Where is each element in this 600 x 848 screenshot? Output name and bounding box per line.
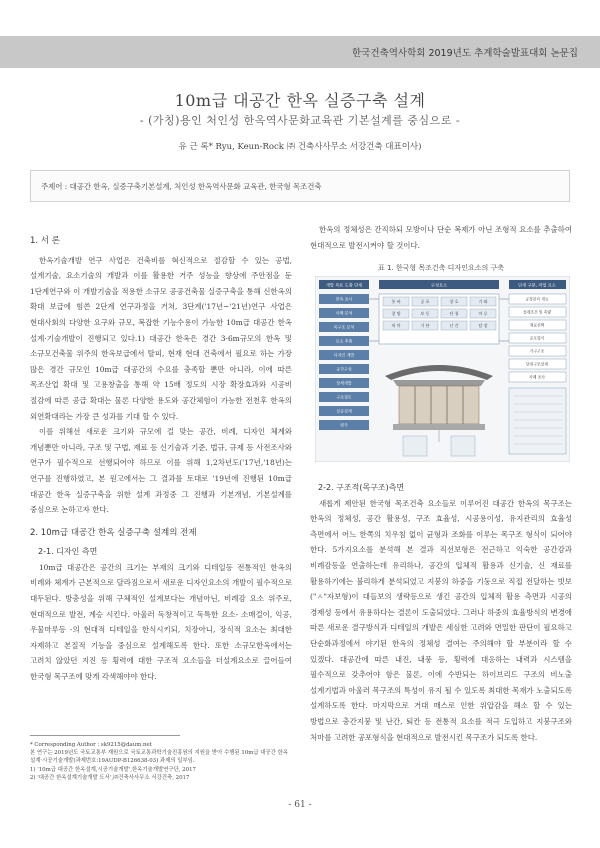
right-step: 공포형식 [529,335,545,341]
component-cell: 담 장 [478,323,488,328]
footnote-divider [30,735,180,736]
component-cell: 처 마 [391,323,401,328]
left-step: 사례 분석 [335,310,353,316]
mid-header-label: 구성요소 [430,282,448,288]
left-step: 상세개발 [336,380,352,386]
left-step: 목구조 분석 [333,324,355,330]
component-grid [379,294,499,344]
right-step: 가구구조 [529,348,545,354]
section-1-paragraph-1: 한옥기술개발 연구 사업은 건축비를 혁신적으로 절감할 수 있는 공법, 설계기술, 요소기술의 개발과 이를 활용한 거주 성능을 향상에 주안점을 둔 1단계연구와 이 개발기술을 적용한 소규모 공공건축물 실증구축을 통해 신한옥의 확대 보급에 힘쓴 2단계 연구과정을 거쳐, 3단계('17년~'21년)연구 사업은 현대사회의 다양한 요구와 규모, 복잡한 기능수용이 가능한 10m급 대공간 한옥 설계·기술개발이 진행되고 있다.1) 대공간 한옥은 경간 3-6m규모의 한옥 및 소규모건축물 위주의 한옥보급에서 탈피, 현재 현대 건축에서 필요로 하는 가장 많은 경간 규모인 10m급 대공간의 수요를 충족할 뿐만 아니라, 이에 따른 목조산업 확대 및 고용창출을 통해 약 15배 정도의 시장 확장효과와 시공비 절감에 따른 공급 확대는 물론 다양한 용도와 공간체험이 가능한 전천후 한옥의 외연확대라는 가장 큰 성과를 기대 할 수 있다. [30,255,292,421]
right-column-bottom [310,478,572,745]
footnote-funding: 본 연구는 2019년도 국토교통부 재원으로 국토교통과학기술진흥원의 지원을 받아 수행된 10m급 대공간 한옥 설계·시공기술개발(과제번호:19AUDP-B126638-03) 과제의 일부임. [30,750,289,765]
section-2-heading: 2. 10m급 대공간 한옥 실증구축 설계의 전제 [30,527,197,538]
component-cell: 통 바 [391,299,401,304]
keyword-box: 주제어 : 대공간 한옥, 실증구축기본설계, 처인성 한옥역사문화 교육관, 한국형 목조건축 [30,170,570,202]
right-step: 설계조건 및 측량 [522,309,552,315]
section-2-2-paragraph: 새롭게 제안된 한국형 목조건축 요소들로 이루어진 대공간 한옥의 목구조는 한옥의 정체성, 공간 활용성, 구조 효율성, 시공용이성, 유지관리의 효율성 측면에서 어느 한쪽의 치우침 없이 균형과 조화를 이루는 목구조 형식이 되어야 한다. 5가지요소를 분석해 본 결과 직선보형은 전근하고 익숙한 공간감과 비례감등을 연출하는데 유리하나, 공간의 입체적 활용과 신기술, 신 재료를 활용하기에는 불리하게 분석되었고 지붕의 하중을 기둥으로 직접 전달하는 빗보("ㅅ"자보형)이 대들보의 생략등으로 생긴 공간의 입체적 활용 측면과 시공의 경제성 등에서 유용하다는 결론이 도출되었다. 그러나 하중의 효율방식의 변경에 따른 새로운 결구방식과 디테일의 개발은 세심한 고려와 면밀한 판단이 필요하고 단순화과정에서 야기된 한옥의 정체성 결여는 주의해야 할 부분이라 할 수 있겠다. 대공간에 따른 내진, 내풍 등, 횡력에 대응하는 내력과 시스템을 필수적으로 갖추어야 함은 물론, 이에 수반되는 하이브리드 구조의 비노출 설계기법과 아울러 목구조의 특성이 유지 될 수 있도록 최대한 목재가 노출되도록 설계하도록 한다. 마지막으로 거대 매스로 인한 위압감을 해소 할 수 있는 방법으로 충간지붕 및 난간, 퇴칸 등 전통적 요소를 적극 도입하고 지붕구조와 처마를 고려한 공포형식을 현대적으로 발전시킨 목구조가 되도록 한다. [310,498,572,742]
page-number: - 61 - [288,800,312,810]
figure-caption: 표 1. 한국형 목조건축 디자인요소의 구축 [378,264,504,272]
right-step: 공정관리 개요 [525,296,549,302]
footnote-1: 1) '10m급 대공간 한옥설계,시공기술개발',한옥기술개발연구단, 2017 [30,766,196,773]
left-step: 한옥 조사 [335,296,353,302]
left-column [30,230,292,685]
section-1-heading: 1. 서 론 [30,236,60,246]
section-2-2-heading: 2-2. 구조적(목구조)측면 [318,483,405,492]
component-cell: 창 방 [391,311,401,316]
right-header-label: 단계 구분, 작업 요소 [518,282,556,288]
design-element-diagram [315,276,570,462]
paper-subtitle: - (가칭)용인 처인성 한옥역사문화교육관 기본설계를 중심으로 - [139,114,461,127]
left-step: 디자인 개발 [333,352,355,358]
left-step: 평가 [340,422,348,428]
right-step: 단위구조설계 [525,361,549,367]
paper-title: 10m급 대공간 한옥 실증구축 설계 [174,91,426,110]
component-cell: 기 단 [420,323,430,328]
right-step: 사례 조사 [529,374,545,380]
right-column-top [310,222,572,253]
component-cell: 창 호 [449,299,459,304]
component-cell: 마 루 [478,311,488,316]
footnotes [30,741,292,782]
left-step: 실증설계 [336,408,352,414]
section-1-paragraph-2: 이를 위해선 새로운 크기와 규모에 걸 맞는 공간, 비례, 디자인 체계와 개념뿐만 아니라, 구조 및 구법, 재료 등 신기술과 기준, 법규, 규제 등 사전조사와 연구가 필수적으로 선행되어야 하므로 이를 위해 1,2차년도('17년,'18년)는 연구를 진행하였고, 본 원고에서는 그 결과를 토대로 '19년에 진행된 10m급 대공간 한옥 실증구축을 위한 설계 과정중 그 진행과 기본개념, 기본설계를 중심으로 논하고자 한다. [30,427,292,515]
left-step: 구조검토 [336,394,352,400]
conference-header: 한국건축역사학회 2019년도 추계학술발표대회 논문집 [352,48,578,59]
footnote-corresponding: * Corresponding Author : sk9215@daum.net [30,742,152,748]
paper-authors: 유 근 록* Ryu, Keun-Rock ㈜ 건축사사무소 서강건축 대표이사) [178,142,422,152]
section-2-1-heading: 2-1. 디자인 측면 [38,547,98,557]
left-step: 요소 추출 [335,338,353,344]
left-header-label: 개발 목표 도출 단계 [325,282,363,288]
component-cell: 난 간 [449,323,459,328]
component-cell: 단 청 [449,311,459,316]
component-cell: 보 동 [420,311,430,316]
component-cell: 공 포 [420,299,430,304]
section-2-1-paragraph: 10m급 대공간은 공간의 크기는 부재의 크기와 디테일등 전통적인 한옥의 비례와 체계가 근본적으로 달라짐으로서 새로운 디자인요소의 개발이 필수적으로 대두된다. 방충성을 위해 구체적인 설계보다는 개념아닌, 비례감 요소 위주로, 현대적으로 발전, 계승 시킨다. 아울러 독창적이고 독특한 요소- 소매걸이, 익공, 우물마루등 -의 현대적 디테일을 한식시키되, 치장아니, 장식적 요소는 최대한 자제하고 본질적 기능을 중심으로 설계해도록 한다. 또한 소규모한옥에서는 고려치 않았던 지진 등 횡력에 대한 구조적 요소들을 더설계요소로 끌어들여 한국형 목구조에 맞게 각색해야야 한다. [30,562,292,682]
component-cell: 기 와 [478,299,488,304]
right-paragraph-1: 한옥의 정체성은 간직하되 모방이나 단순 복제가 아닌 조형적 요소를 추출하여 현대적으로 발전시켜야 할 것이다. [310,225,572,250]
right-step: 재료선택 [529,322,545,328]
footnote-2: 2) '대공간 한옥설계기술개발 도서',㈜건축사사무소 서강건축, 2017 [30,774,190,781]
left-step: 공간구성 [336,366,352,372]
